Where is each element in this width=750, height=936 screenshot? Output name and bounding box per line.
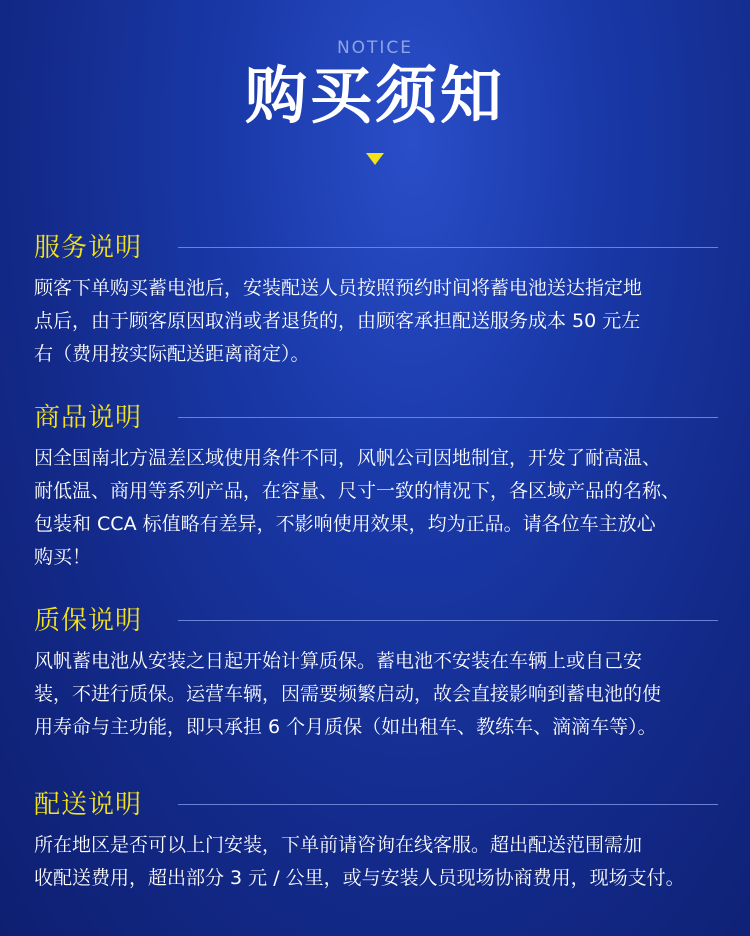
section-delivery (34, 787, 724, 895)
divider (178, 417, 718, 418)
section-header (34, 603, 724, 639)
section-warranty (34, 603, 724, 744)
notice-kicker: NOTICE (336, 38, 414, 58)
section-title: 商品说明 (34, 403, 143, 433)
divider (178, 620, 718, 621)
section-body: 顾客下单购买蓄电池后，安装配送人员按照预约时间将蓄电池送达指定地 点后，由于顾客原因取消或者退货的，由顾客承担配送服务成本 50 元左 右（费用按实际配送距离商定）。 (34, 277, 643, 365)
section-body: 所在地区是否可以上门安装，下单前请咨询在线客服。超出配送范围需加 收配送费用，超出部分 3 元 / 公里，或与安装人员现场协商费用，现场支付。 (34, 834, 685, 889)
divider (178, 247, 718, 248)
section-title: 质保说明 (34, 606, 143, 636)
section-title: 服务说明 (34, 233, 143, 263)
section-header (34, 230, 724, 266)
page-title: 购买须知 (244, 59, 505, 132)
section-product (34, 400, 724, 574)
section-header (34, 400, 724, 436)
section-body: 因全国南北方温差区域使用条件不同，风帆公司因地制宜，开发了耐高温、 耐低温、商用等系列产品，在容量、尺寸一致的情况下，各区域产品的名称、 包装和 CCA 标值略有差异，不影响使用效果，均为正品。请各位车主放心 购买！ (34, 447, 681, 568)
divider (178, 804, 718, 805)
triangle-down-icon (366, 153, 384, 165)
section-title: 配送说明 (34, 790, 143, 820)
section-header (34, 787, 724, 823)
section-service (34, 230, 724, 371)
section-body: 风帆蓄电池从安装之日起开始计算质保。蓄电池不安装在车辆上或自己安 装，不进行质保。运营车辆，因需要频繁启动，故会直接影响到蓄电池的使 用寿命与主功能，即只承担 6 个月质保（如出租车、教练车、滴滴车等）。 (34, 650, 662, 738)
